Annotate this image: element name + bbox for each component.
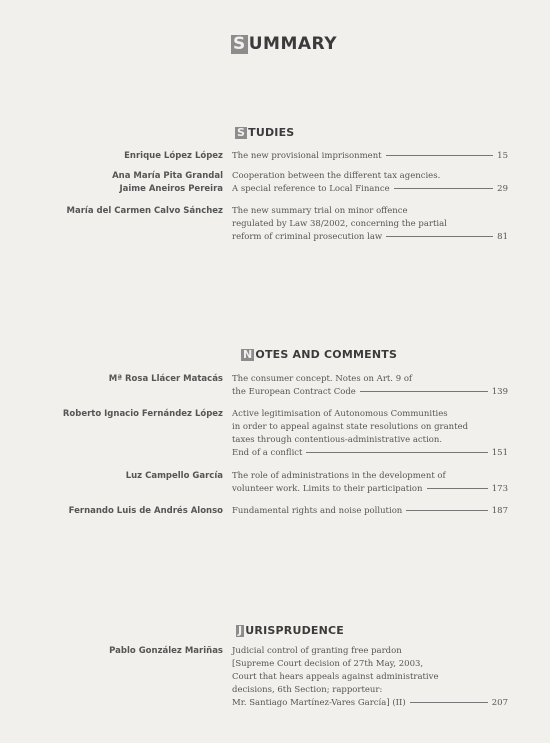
entry-authors — [109, 645, 223, 658]
entry-authors — [112, 170, 223, 196]
page-number[interactable]: 139 — [491, 387, 508, 397]
author-name: Jaime Aneiros Pereira — [119, 184, 223, 194]
desc-line: Fundamental rights and noise pollution — [232, 506, 403, 516]
entry-authors — [109, 373, 223, 386]
section-initial: S — [237, 126, 246, 139]
page-number[interactable]: 15 — [497, 151, 508, 161]
author-name: Mª Rosa Llácer Matacás — [108, 374, 223, 384]
title-rest: UMMARY — [248, 34, 338, 54]
author-name: Luz Campello García — [125, 471, 223, 481]
page-title — [231, 34, 337, 54]
section-title-jurisprudence — [236, 624, 344, 637]
entry-description — [232, 645, 508, 710]
page-number[interactable]: 151 — [491, 448, 508, 458]
desc-line: End of a conflict — [232, 448, 303, 458]
dot-leader — [306, 452, 487, 453]
desc-line: The new summary trial on minor offence — [232, 206, 408, 216]
author-name: Ana María Pita Grandal — [112, 171, 223, 181]
dot-leader — [394, 188, 494, 189]
author-name: Roberto Ignacio Fernández López — [62, 409, 223, 419]
dot-leader — [360, 391, 488, 392]
desc-line: taxes through contentious-administrative action. — [232, 435, 443, 445]
dot-leader — [386, 155, 494, 156]
page-number[interactable]: 207 — [491, 698, 508, 708]
author-name: Fernando Luis de Andrés Alonso — [68, 506, 223, 516]
desc-line: The consumer concept. Notes on Art. 9 of — [232, 374, 413, 384]
entry-description — [232, 373, 508, 399]
entry-authors — [67, 205, 223, 218]
section-rest: URISPRUDENCE — [245, 624, 345, 637]
desc-line: Active legitimisation of Autonomous Communities — [232, 409, 448, 419]
dot-leader — [427, 488, 488, 489]
entry-description — [232, 408, 508, 460]
entry-description — [232, 205, 508, 244]
entry-authors — [69, 505, 223, 518]
entry-description — [232, 150, 508, 163]
page-number[interactable]: 173 — [491, 484, 508, 494]
dot-leader — [410, 702, 488, 703]
title-initial: S — [233, 34, 246, 54]
desc-line: reform of criminal prosecution law — [232, 232, 383, 242]
section-title-studies — [235, 126, 294, 139]
dot-leader — [406, 510, 487, 511]
desc-line: The role of administrations in the development of — [232, 471, 446, 481]
desc-line: Mr. Santiago Martínez-Vares García] (II) — [232, 698, 406, 708]
desc-line: [Supreme Court decision of 27th May, 2003, — [232, 659, 424, 669]
desc-line: Judicial control of granting free pardon — [232, 646, 402, 656]
desc-line: volunteer work. Limits to their participation — [232, 484, 423, 494]
dot-leader — [386, 236, 493, 237]
desc-line: decisions, 6th Section; rapporteur: — [232, 685, 383, 695]
section-initial: J — [238, 624, 243, 637]
entry-description — [232, 470, 508, 496]
entry-authors — [124, 150, 223, 163]
entry-authors — [126, 470, 223, 483]
author-name: Pablo González Mariñas — [109, 646, 223, 656]
desc-line: Cooperation between the different tax agencies. — [232, 171, 441, 181]
entry-description — [232, 505, 508, 518]
author-name: María del Carmen Calvo Sánchez — [66, 206, 223, 216]
desc-line: in order to appeal against state resolutions on granted — [232, 422, 469, 432]
desc-line: A special reference to Local Finance — [232, 184, 390, 194]
section-rest: TUDIES — [248, 126, 295, 139]
page-number[interactable]: 187 — [491, 506, 508, 516]
desc-line: regulated by Law 38/2002, concerning the partial — [232, 219, 447, 229]
section-rest: OTES AND COMMENTS — [255, 348, 398, 361]
desc-line: the European Contract Code — [232, 387, 356, 397]
desc-line: The new provisional imprisonment — [232, 151, 382, 161]
page-number[interactable]: 29 — [497, 184, 508, 194]
entry-authors — [63, 408, 223, 421]
entry-description — [232, 170, 508, 196]
author-name: Enrique López López — [124, 151, 223, 161]
desc-line: Court that hears appeals against administrative — [232, 672, 439, 682]
section-initial: N — [243, 348, 253, 361]
section-title-notes — [241, 348, 397, 361]
page-number[interactable]: 81 — [497, 232, 508, 242]
